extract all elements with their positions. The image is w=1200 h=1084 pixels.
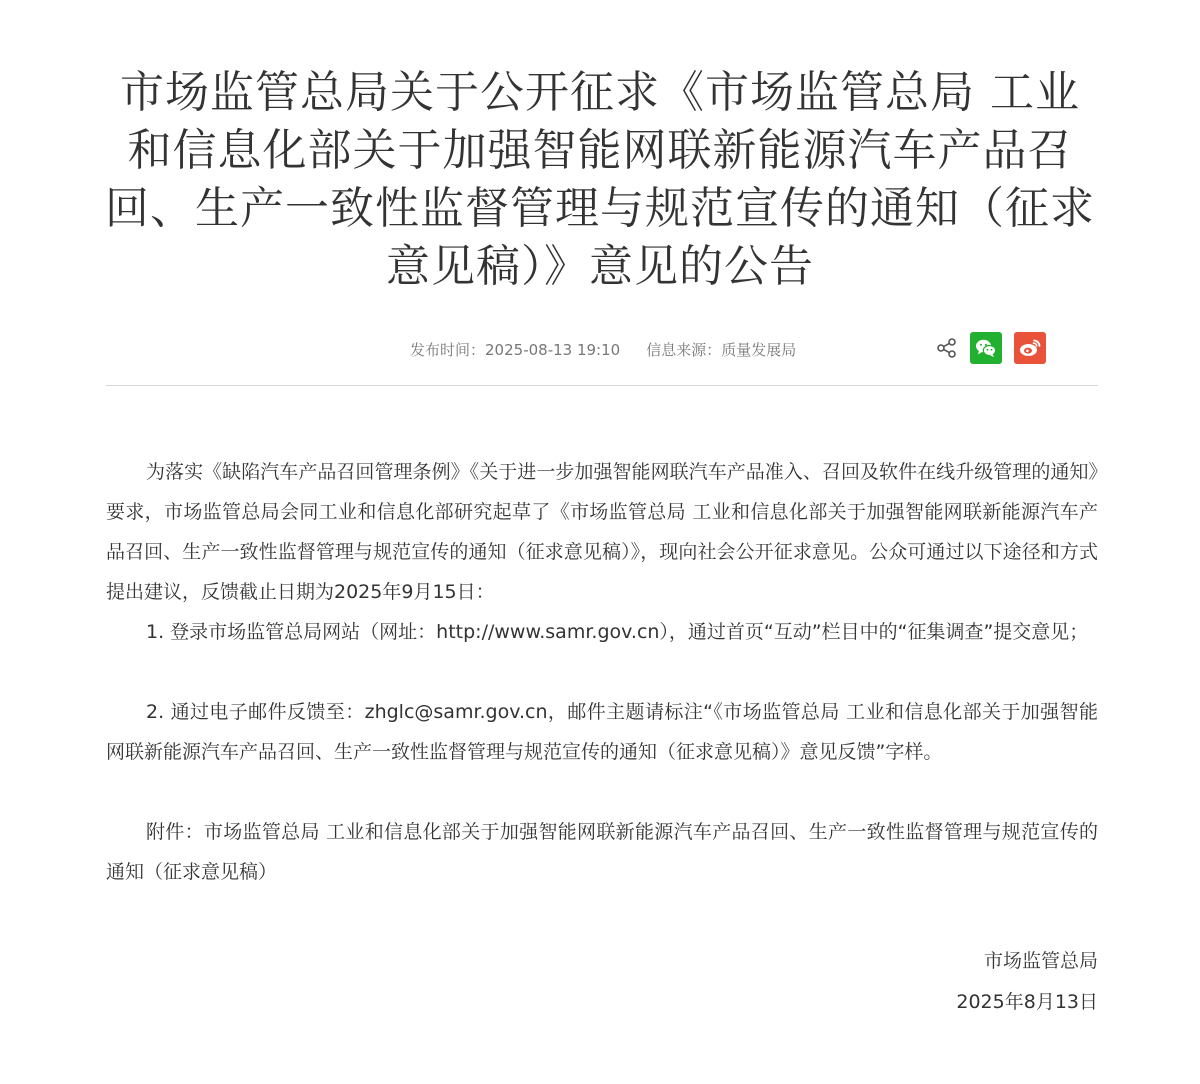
wechat-icon[interactable] xyxy=(970,332,1002,364)
publish-time-label: 发布时间： xyxy=(410,341,486,359)
method-item-email: 2. 通过电子邮件反馈至：zhglc@samr.gov.cn，邮件主题请标注“《市场监管总局 工业和信息化部关于加强智能网联新能源汽车产品召回、生产一致性监督管理与规范宣传的通知（征求意见稿）》意见反馈”字样。 xyxy=(106,701,1098,763)
share-bar xyxy=(936,332,1046,364)
share-icon[interactable] xyxy=(936,337,958,359)
article-meta xyxy=(410,339,796,360)
source-label: 信息来源： xyxy=(646,341,722,359)
intro-paragraph: 为落实《缺陷汽车产品召回管理条例》《关于进一步加强智能网联汽车产品准入、召回及软件在线升级管理的通知》要求，市场监管总局会同工业和信息化部研究起草了《市场监管总局 工业和信息化部关于加强智能网联新能源汽车产品召回、生产一致性监督管理与规范宣传的通知（征求意见稿）》，现向社会公开征求意见。公众可通过以下途径和方式提出建议，反馈截止日期为2025年9月15日： xyxy=(106,461,1098,603)
attachment-paragraph[interactable]: 附件：市场监管总局 工业和信息化部关于加强智能网联新能源汽车产品召回、生产一致性监督管理与规范宣传的通知（征求意见稿） xyxy=(106,821,1098,883)
method-item-website: 1. 登录市场监管总局网站（网址：http://www.samr.gov.cn），通过首页“互动”栏目中的“征集调查”提交意见； xyxy=(146,621,1089,643)
article-title: 市场监管总局关于公开征求《市场监管总局 工业和信息化部关于加强智能网联新能源汽车产品召回、生产一致性监督管理与规范宣传的通知（征求意见稿）》意见的公告 xyxy=(105,67,1095,292)
signature-org: 市场监管总局 xyxy=(983,950,1098,972)
source-value: 质量发展局 xyxy=(721,341,797,359)
weibo-icon[interactable] xyxy=(1014,332,1046,364)
signature-date: 2025年8月13日 xyxy=(956,991,1098,1013)
publish-time: 2025-08-13 19:10 xyxy=(485,341,621,359)
title-divider xyxy=(106,385,1098,386)
